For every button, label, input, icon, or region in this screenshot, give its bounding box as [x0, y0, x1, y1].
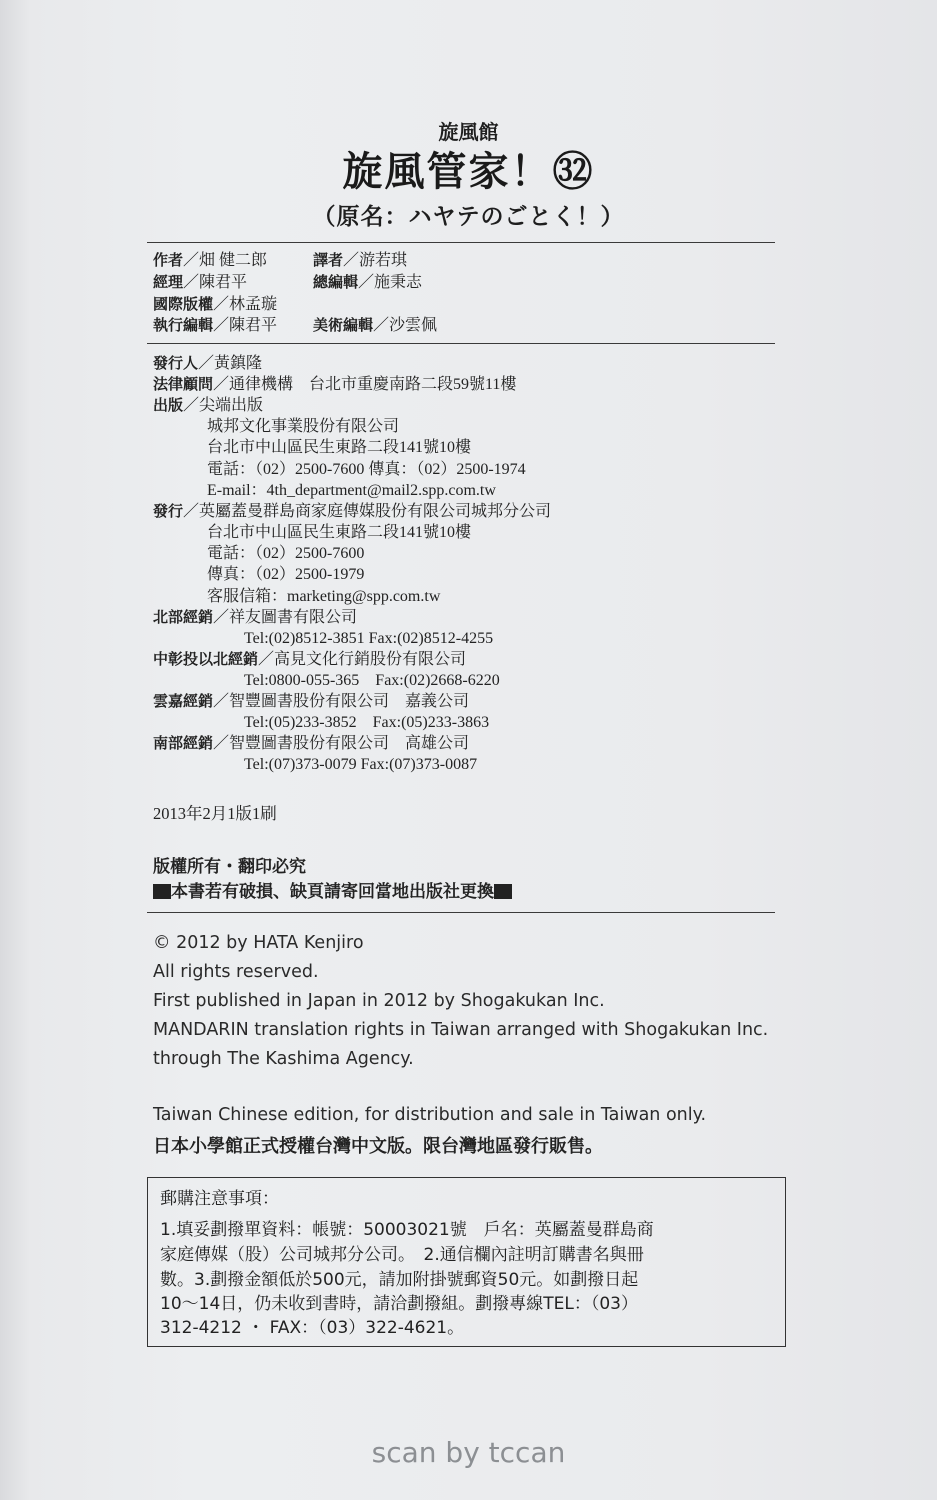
- original-title: （原名：ハヤテのごとく！）: [312, 204, 625, 230]
- copyright-line: First published in Japan in 2012 by Shogakukan Inc.: [153, 991, 605, 1011]
- credit-row: 作者／畑 健二郎: [153, 251, 268, 269]
- copyright-line: © 2012 by HATA Kenjiro: [153, 933, 364, 953]
- legal-line: 法律顧問／通律機構 台北市重慶南路二段59號11樓: [153, 375, 517, 393]
- square-bullet-icon: [153, 884, 171, 899]
- distributor-contact: Tel:(02)8512-3851 Fax:(02)8512-4255: [244, 630, 494, 647]
- rights-reserved: 版權所有・翻印必究: [153, 857, 306, 877]
- scan-credit: scan by tccan: [371, 1436, 566, 1469]
- credit-row: 執行編輯／陳君平: [153, 316, 278, 334]
- mail-order-notice: [147, 1177, 786, 1347]
- credit-row: 美術編輯／沙雲佩: [313, 316, 438, 334]
- distributor-name: 雲嘉經銷／智豐圖書股份有限公司 嘉義公司: [153, 692, 470, 710]
- distribute-line: 發行／英屬蓋曼群島商家庭傳媒股份有限公司城邦分公司: [153, 502, 552, 520]
- divider: [147, 912, 775, 913]
- credit-row: 總編輯／施秉志: [313, 273, 423, 291]
- credit-row: 譯者／游若琪: [313, 251, 408, 269]
- email-line: 客服信箱：marketing@spp.com.tw: [207, 588, 441, 605]
- publisher-imprint: 旋風館: [438, 120, 499, 144]
- notice-line: 1.填妥劃撥單資料：帳號：50003021號 戶名：英屬蓋曼群島商: [160, 1220, 654, 1240]
- notice-title: 郵購注意事項：: [160, 1189, 279, 1209]
- email-line: E-mail：4th_department@mail2.spp.com.tw: [207, 482, 496, 499]
- copyright-line: All rights reserved.: [153, 962, 319, 982]
- fax-line: 傳真：（02）2500-1979: [207, 566, 365, 583]
- credit-row: 經理／陳君平: [153, 273, 248, 291]
- copyright-line: through The Kashima Agency.: [153, 1049, 414, 1069]
- divider: [147, 343, 775, 344]
- square-bullet-icon: [494, 884, 512, 899]
- publish-line: 出版／尖端出版: [153, 396, 264, 414]
- address-line: 台北市中山區民生東路二段141號10樓: [207, 439, 472, 456]
- notice-line: 312-4212 ・ FAX：（03）322-4621。: [160, 1318, 465, 1338]
- notice-line: 數。3.劃撥金額低於500元，請加附掛號郵資50元。如劃撥日起: [160, 1270, 639, 1290]
- distributor-contact: Tel:0800-055-365 Fax:(02)2668-6220: [244, 672, 500, 689]
- distributor-contact: Tel:(05)233-3852 Fax:(05)233-3863: [244, 714, 490, 731]
- edition-line: 2013年2月1版1刷: [153, 804, 277, 823]
- distributor-name: 北部經銷／祥友圖書有限公司: [153, 608, 358, 626]
- address-line: 城邦文化事業股份有限公司: [207, 418, 400, 435]
- distribution-note-zh: 日本小學館正式授權台灣中文版。限台灣地區發行販售。: [153, 1136, 603, 1157]
- notice-line: 10～14日，仍未收到書時，請洽劃撥組。劃撥專線TEL：（03）: [160, 1294, 638, 1314]
- credit-row: 國際版權／林孟璇: [153, 295, 278, 313]
- notice-line: 家庭傳媒（股）公司城邦分公司。 2.通信欄內註明訂購書名與冊: [160, 1245, 644, 1265]
- issuer-line: 發行人／黃鎮隆: [153, 354, 263, 372]
- distributor-name: 南部經銷／智豐圖書股份有限公司 高雄公司: [153, 734, 470, 752]
- copyright-line: MANDARIN translation rights in Taiwan arranged with Shogakukan Inc.: [153, 1020, 769, 1040]
- address-line: 台北市中山區民生東路二段141號10樓: [207, 524, 472, 541]
- phone-line: 電話：（02）2500-7600: [207, 545, 365, 562]
- divider: [147, 242, 775, 243]
- address-line: 電話：（02）2500-7600 傳真：（02）2500-1974: [207, 461, 526, 478]
- distributor-name: 中彰投以北經銷／高見文化行銷股份有限公司: [153, 650, 467, 668]
- distribution-note-en: Taiwan Chinese edition, for distribution and sale in Taiwan only.: [153, 1105, 707, 1125]
- rights-replacement: 本書若有破損、缺頁請寄回當地出版社更換: [153, 877, 512, 902]
- distributor-contact: Tel:(07)373-0079 Fax:(07)373-0087: [244, 756, 478, 773]
- book-title: 旋風管家！㉜: [342, 149, 595, 195]
